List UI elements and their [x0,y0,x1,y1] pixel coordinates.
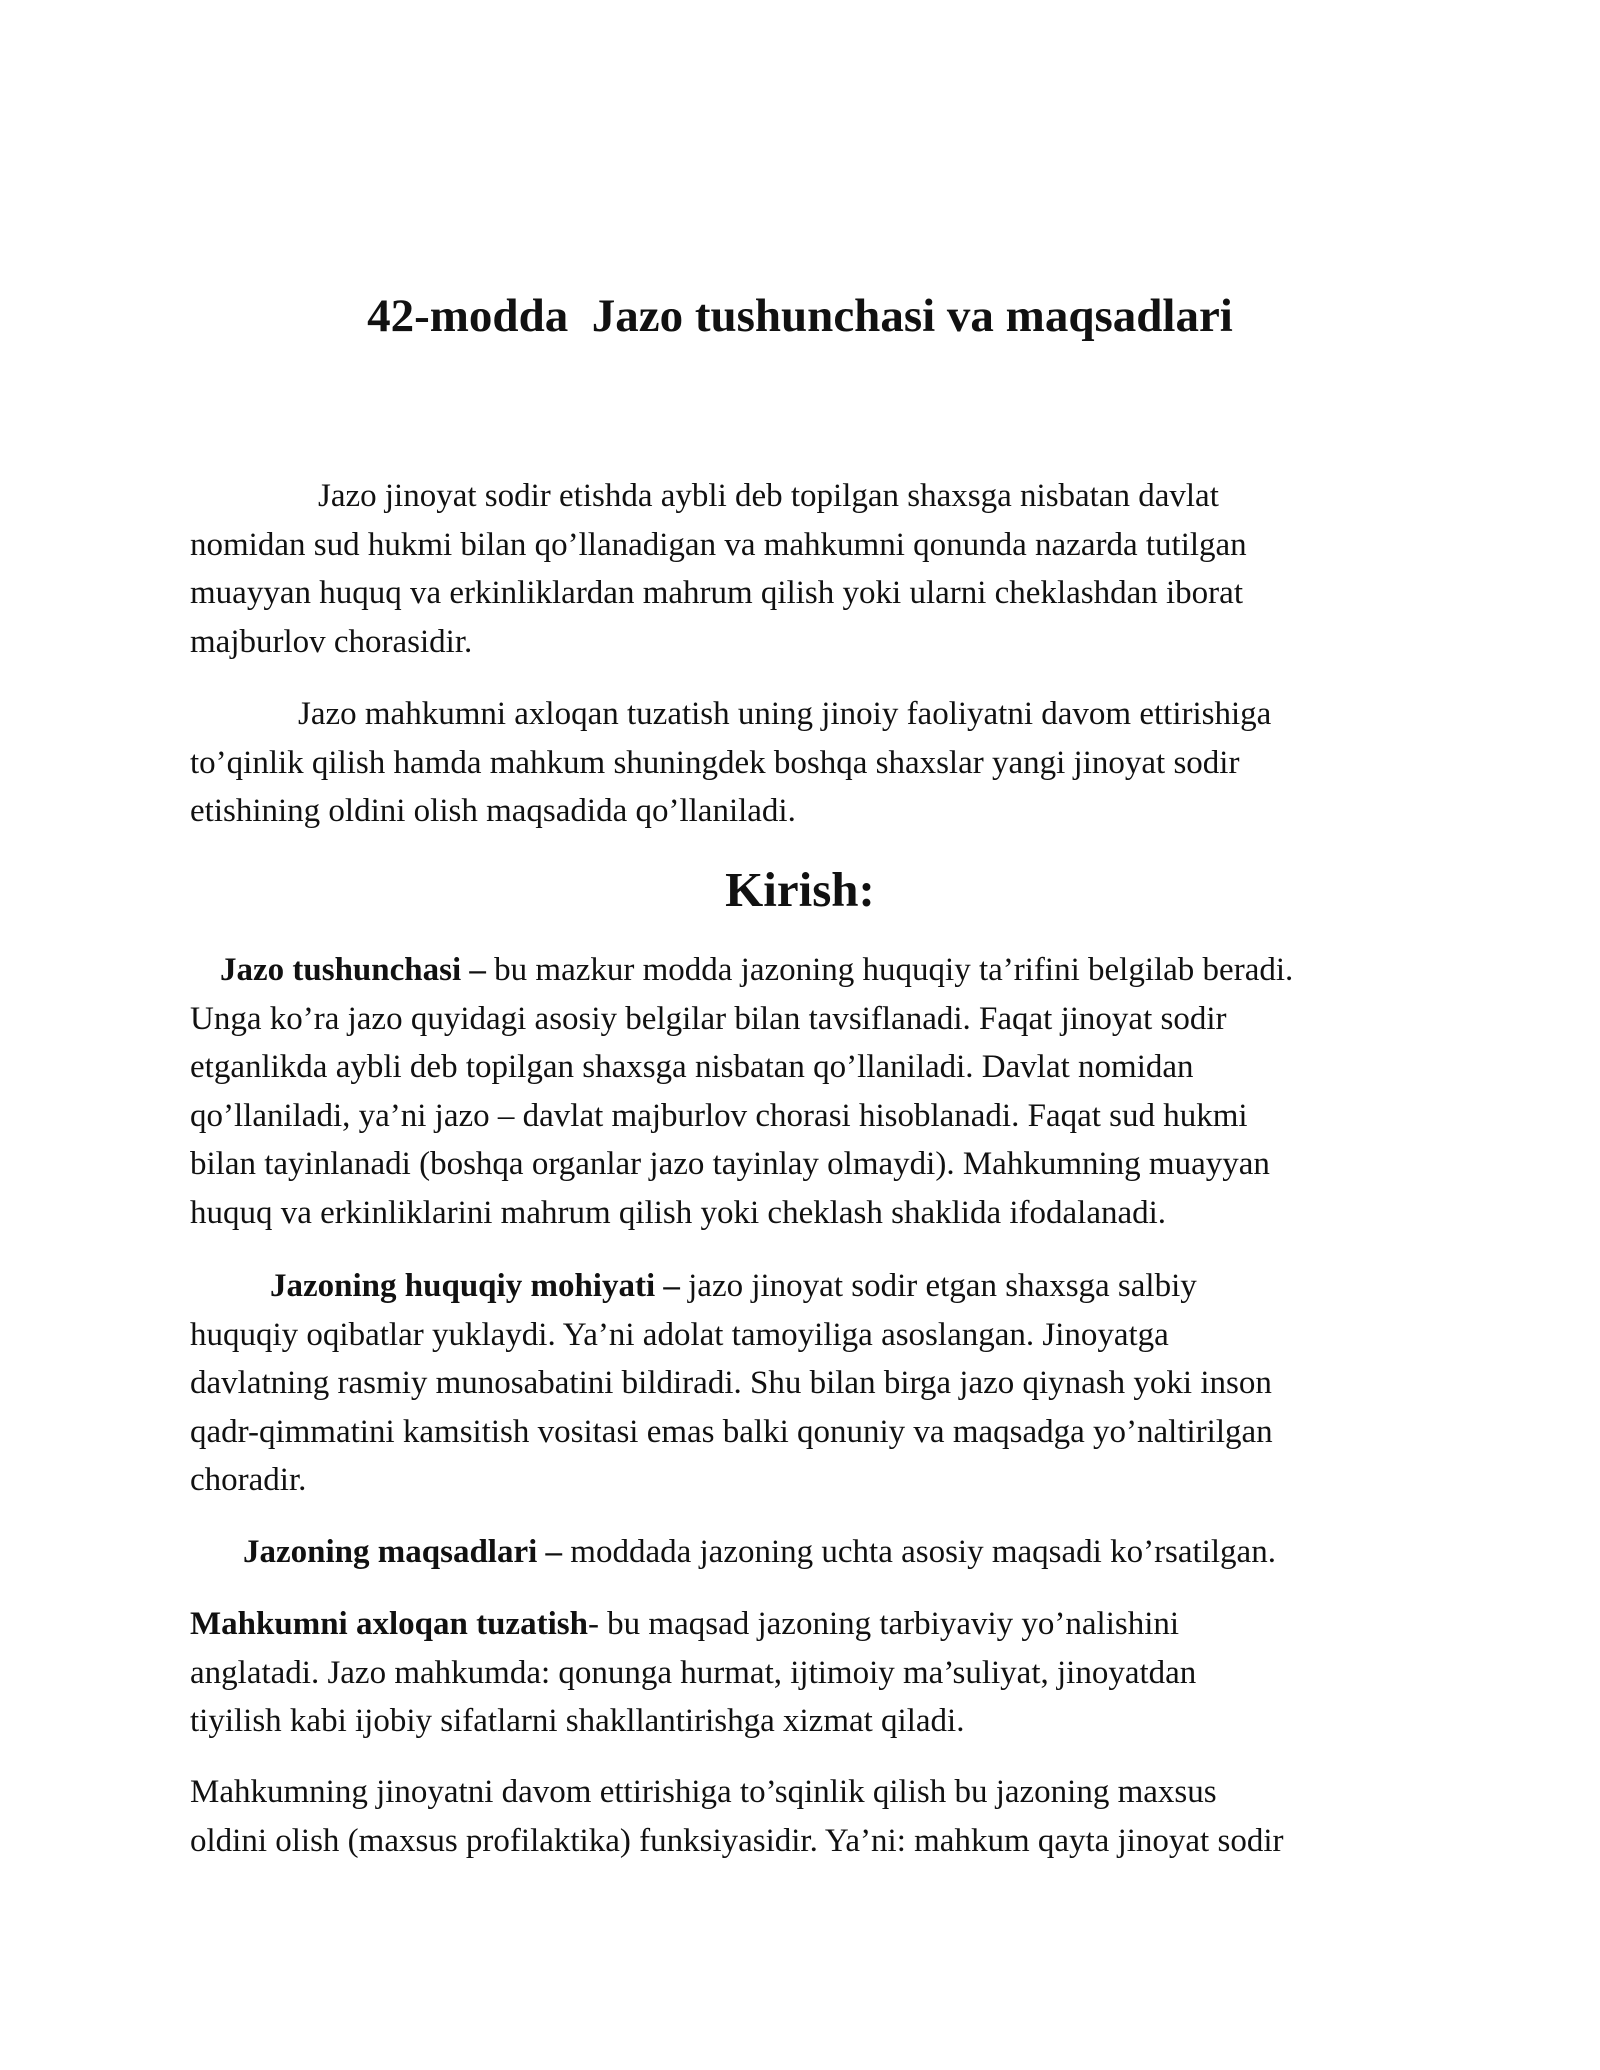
text-line: davlatning rasmiy munosabatini bildiradi. Shu bilan birga jazo qiynash yoki inson [190,1365,1272,1401]
term-label: Jazo tushunchasi – [220,952,486,988]
paragraph-prevention [190,1768,1430,1865]
text-line [190,1600,1430,1649]
text-run: - bu maqsad jazoning tarbiyaviy yo’nalishini [587,1606,1180,1642]
text-line: Jazo mahkumni axloqan tuzatish uning jinoiy faoliyatni davom ettirishiga [298,696,1272,732]
document-title: 42-modda Jazo tushunchasi va maqsadlari [367,290,1233,342]
text-line: nomidan sud hukmi bilan qo’llanadigan va mahkumni qonunda nazarda tutilgan [190,526,1247,563]
text-line: etishining oldini olish maqsadida qo’llaniladi. [190,793,796,829]
text-run: moddada jazoning uchta asosiy maqsadi ko’rsatilgan. [562,1534,1276,1570]
text-line: muayyan huquq va erkinliklardan mahrum qilish yoki ularni cheklashdan iborat [190,575,1243,611]
term-label: Mahkumni axloqan tuzatish [190,1606,588,1642]
text-line: bilan tayinlanadi (boshqa organlar jazo tayinlay olmaydi). Mahkumning muayyan [190,1146,1270,1182]
text-line [190,946,1430,995]
paragraph-definition [190,472,1430,666]
term-label: Jazoning huquqiy mohiyati – [270,1268,680,1304]
text-line [190,1262,1430,1311]
text-line: anglatadi. Jazo mahkumda: qonunga hurmat, ijtimoiy ma’suliyat, jinoyatdan [190,1654,1197,1691]
text-run: jazo jinoyat sodir etgan shaxsga salbiy [679,1268,1197,1304]
text-run: bu mazkur modda jazoning huquqiy ta’rifini belgilab beradi. [485,952,1294,988]
text-line: huquq va erkinliklarini mahrum qilish yoki cheklash shaklida ifodalanadi. [190,1194,1167,1231]
paragraph-goals [190,1528,1430,1577]
text-line: qadr-qimmatini kamsitish vositasi emas balki qonuniy va maqsadga yo’naltirilgan [190,1413,1273,1450]
text-line: majburlov chorasidir. [190,623,473,660]
text-line: oldini olish (maxsus profilaktika) funksiyasidir. Ya’ni: mahkum qayta jinoyat sodir [190,1822,1284,1859]
text-line: tiyilish kabi ijobiy sifatlarni shakllantirishga xizmat qiladi. [190,1703,965,1739]
text-line: qo’llaniladi, ya’ni jazo – davlat majburlov chorasi hisoblanadi. Faqat sud hukmi [190,1097,1248,1134]
section-heading: Kirish: [725,862,875,917]
text-line: Jazo jinoyat sodir etishda aybli deb topilgan shaxsga nisbatan davlat [318,478,1219,514]
term-label: Jazoning maqsadlari – [243,1534,563,1570]
text-line: huquqiy oqibatlar yuklaydi. Ya’ni adolat tamoyiliga asoslangan. Jinoyatga [190,1316,1169,1353]
text-line: to’qinlik qilish hamda mahkum shuningdek boshqa shaxslar yangi jinoyat sodir [190,744,1240,781]
paragraph-concept [190,946,1430,1237]
text-line [190,1528,1430,1577]
paragraph-essence [190,1262,1430,1505]
text-line: choradir. [190,1462,307,1498]
text-line: Unga ko’ra jazo quyidagi asosiy belgilar bilan tavsiflanadi. Faqat jinoyat sodir [190,1000,1227,1037]
text-line: Mahkumning jinoyatni davom ettirishiga to’sqinlik qilish bu jazoning maxsus [190,1774,1217,1810]
text-line: etganlikda aybli deb topilgan shaxsga nisbatan qo’llaniladi. Davlat nomidan [190,1049,1194,1085]
paragraph-correction [190,1600,1430,1746]
paragraph-purpose [190,690,1430,836]
